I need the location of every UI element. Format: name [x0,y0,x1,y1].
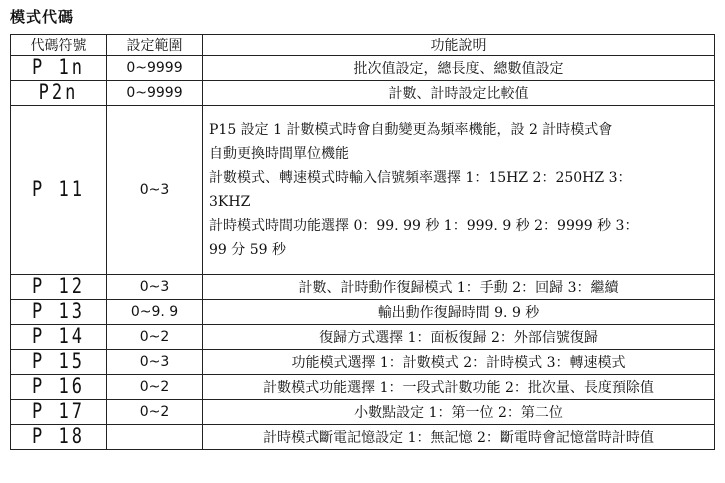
code-cell [11,350,107,375]
description-line: 計數模式、轉速模式時輸入信號頻率選擇 1：15HZ 2：250HZ 3： [209,170,632,186]
description-line: 自動更換時間單位機能 [209,146,349,162]
code-cell [11,106,107,275]
code-symbol: P 16 [32,373,85,399]
description-cell: 計數、計時動作復歸模式 1：手動 2：回歸 3：繼續 [203,275,715,300]
table-row [11,106,715,275]
range-cell: 0~9. 9 [107,300,203,325]
code-cell [11,375,107,400]
code-symbol: P 13 [32,298,85,324]
range-cell: 0~9999 [107,56,203,81]
description-cell: 復歸方式選擇 1：面板復歸 2：外部信號復歸 [203,325,715,350]
description-line: 99 分 59 秒 [209,242,286,258]
range-cell: 0~9999 [107,81,203,106]
range-cell: 0~3 [107,275,203,300]
table-row [11,325,715,350]
code-symbol: P 15 [32,348,85,374]
description-cell: 計數模式功能選擇 1：一段式計數功能 2：批次量、長度預除值 [203,375,715,400]
column-header-range: 設定範圍 [107,35,203,56]
column-header-code: 代碼符號 [11,35,107,56]
mode-code-table [10,34,715,450]
code-cell [11,81,107,106]
table-row [11,400,715,425]
range-cell: 0~2 [107,375,203,400]
description-line: 計時模式時間功能選擇 0：99. 99 秒 1：999. 9 秒 2：9999 秒 3： [209,218,639,234]
code-symbol: P2n [38,79,79,105]
code-cell [11,425,107,450]
description-cell: 批次值設定，總長度、總數值設定 [203,56,715,81]
description-cell: 計時模式斷電記憶設定 1：無記憶 2：斷電時會記憶當時計時值 [203,425,715,450]
range-cell: 0~2 [107,400,203,425]
table-row [11,350,715,375]
code-cell [11,400,107,425]
range-cell: 0~2 [107,325,203,350]
description-cell: 功能模式選擇 1：計數模式 2：計時模式 3：轉速模式 [203,350,715,375]
description-cell: 計數、計時設定比較值 [203,81,715,106]
code-symbol: P 12 [32,273,85,299]
section-heading: 模式代碼 [10,8,75,26]
range-cell [107,425,203,450]
table-row [11,56,715,81]
code-cell [11,275,107,300]
code-symbol: P 14 [32,323,85,349]
range-cell: 0~3 [107,106,203,275]
table-row [11,81,715,106]
table-row [11,275,715,300]
table-header-row [11,35,715,56]
code-cell [11,56,107,81]
code-symbol: P 11 [32,176,85,202]
description-cell: 小數點設定 1：第一位 2：第二位 [203,400,715,425]
code-cell [11,300,107,325]
column-header-description: 功能說明 [203,35,715,56]
code-cell [11,325,107,350]
code-symbol: P 17 [32,398,85,424]
code-symbol: P 18 [32,423,85,449]
table-row [11,425,715,450]
description-line: 3KHZ [209,194,251,210]
range-cell: 0~3 [107,350,203,375]
description-line: P15 設定 1 計數模式時會自動變更為頻率機能，設 2 計時模式會 [209,122,613,138]
description-cell [203,106,715,275]
table-row [11,375,715,400]
code-symbol: P 1n [32,54,85,80]
description-cell: 輸出動作復歸時間 9. 9 秒 [203,300,715,325]
table-row [11,300,715,325]
